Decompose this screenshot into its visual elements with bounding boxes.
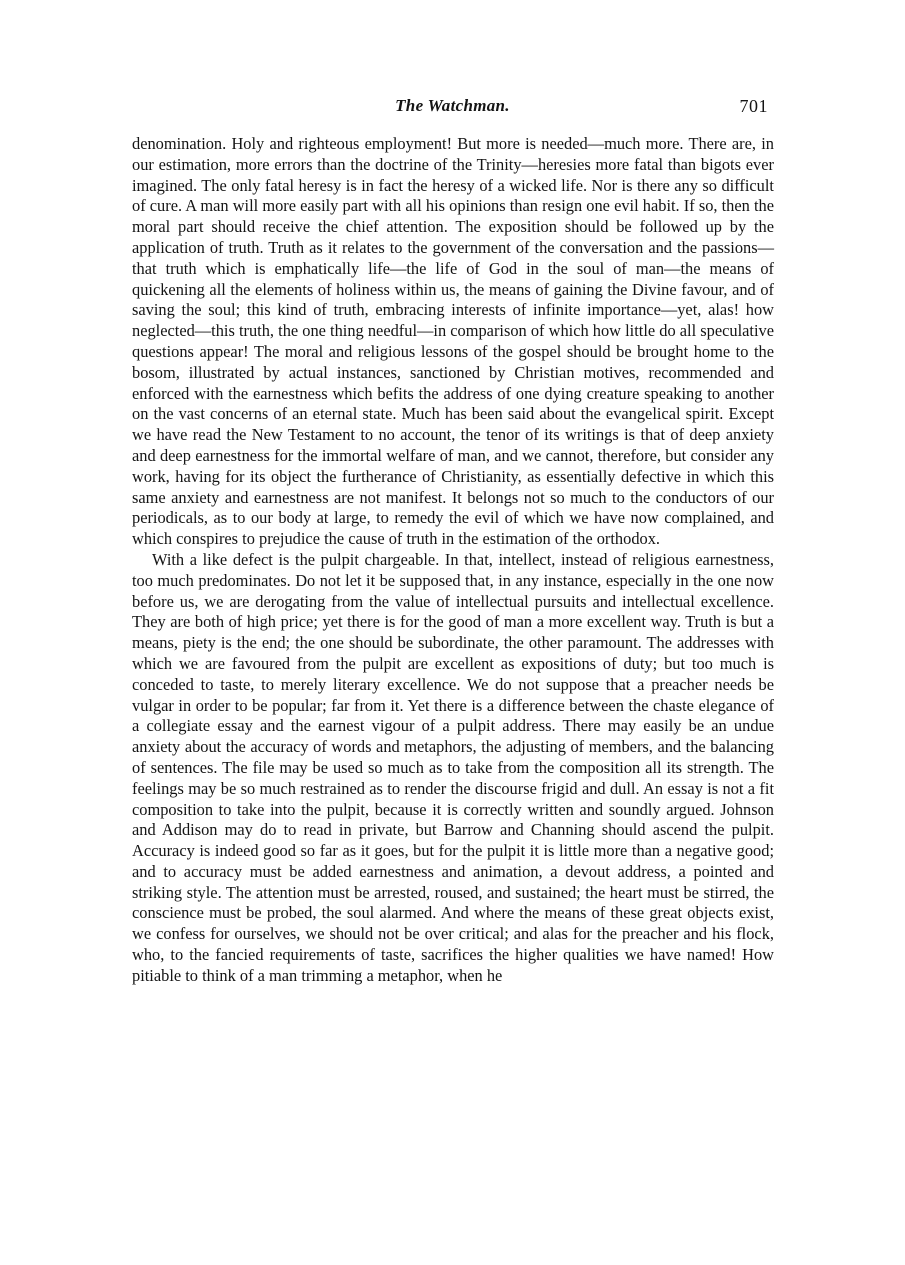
body-text — [132, 134, 774, 987]
page-number: 701 — [739, 96, 768, 116]
running-title: The Watchman. — [395, 96, 510, 115]
running-header — [0, 96, 905, 126]
paragraph: With a like defect is the pulpit chargeable. In that, intellect, instead of religious earnestness, too much predominates. Do not let it be supposed that, in any instance, especially in the one now before us, we are derogating from the value of intellectual pursuits and intellectual excellence. They are both of high price; yet there is for the good of man a more excellent way. Truth is but a means, piety is the end; the one should be subordinate, the other paramount. The addresses with which we are favoured from the pulpit are excellent as expositions of duty; but too much is conceded to taste, to merely literary excellence. We do not suppose that a preacher needs be vulgar in order to be popular; far from it. Yet there is a difference between the chaste elegance of a collegiate essay and the earnest vigour of a pulpit address. There may easily be an undue anxiety about the accuracy of words and metaphors, the adjusting of members, and the balancing of sentences. The file may be used so much as to take from the composition all its strength. The feelings may be so much restrained as to render the discourse frigid and dull. An essay is not a fit composition to take into the pulpit, because it is correctly written and soundly argued. Johnson and Addison may do to read in private, but Barrow and Channing should ascend the pulpit. Accuracy is indeed good so far as it goes, but for the pulpit it is little more than a negative good; and to accuracy must be added earnestness and animation, a devout address, a pointed and striking style. The attention must be arrested, roused, and sustained; the heart must be stirred, the conscience must be probed, the soul alarmed. And where the means of these great objects exist, we confess for ourselves, we should not be over critical; and alas for the preacher and his flock, who, to the fancied requirements of taste, sacrifices the higher qualities we have named! How pitiable to think of a man trimming a metaphor, when he — [132, 549, 774, 985]
paragraph-continued: denomination. Holy and righteous employment! But more is needed—much more. There are, in our estimation, more errors than the doctrine of the Trinity—heresies more fatal than bigots ever imagined. The only fatal heresy is in fact the heresy of a wicked life. Nor is there any so difficult of cure. A man will more easily part with all his opinions than resign one evil habit. If so, then the moral part should receive the chief attention. The exposition should be followed up by the application of truth. Truth as it relates to the government of the conversation and the passions—that truth which is emphatically life—the life of God in the soul of man—the means of quickening all the elements of holiness within us, the means of gaining the Divine favour, and of saving the soul; this kind of truth, embracing interests of infinite importance—yet, alas! how neglected—this truth, the one thing needful—in comparison of which how little do all speculative questions appear! The moral and religious lessons of the gospel should be brought home to the bosom, illustrated by actual instances, sanctioned by Christian motives, recommended and enforced with the earnestness which befits the address of one dying creature speaking to another on the vast concerns of an eternal state. Much has been said about the evangelical spirit. Except we have read the New Testament to no account, the tenor of its writings is that of deep anxiety and deep earnestness for the immortal welfare of man, and we cannot, therefore, but consider any work, having for its object the furtherance of Christianity, as essentially defective in which this same anxiety and earnestness are not manifest. It belongs not so much to the conductors of our periodicals, as to our body at large, to remedy the evil of which we have now complained, and which conspires to prejudice the cause of truth in the estimation of the orthodox. — [132, 134, 774, 549]
